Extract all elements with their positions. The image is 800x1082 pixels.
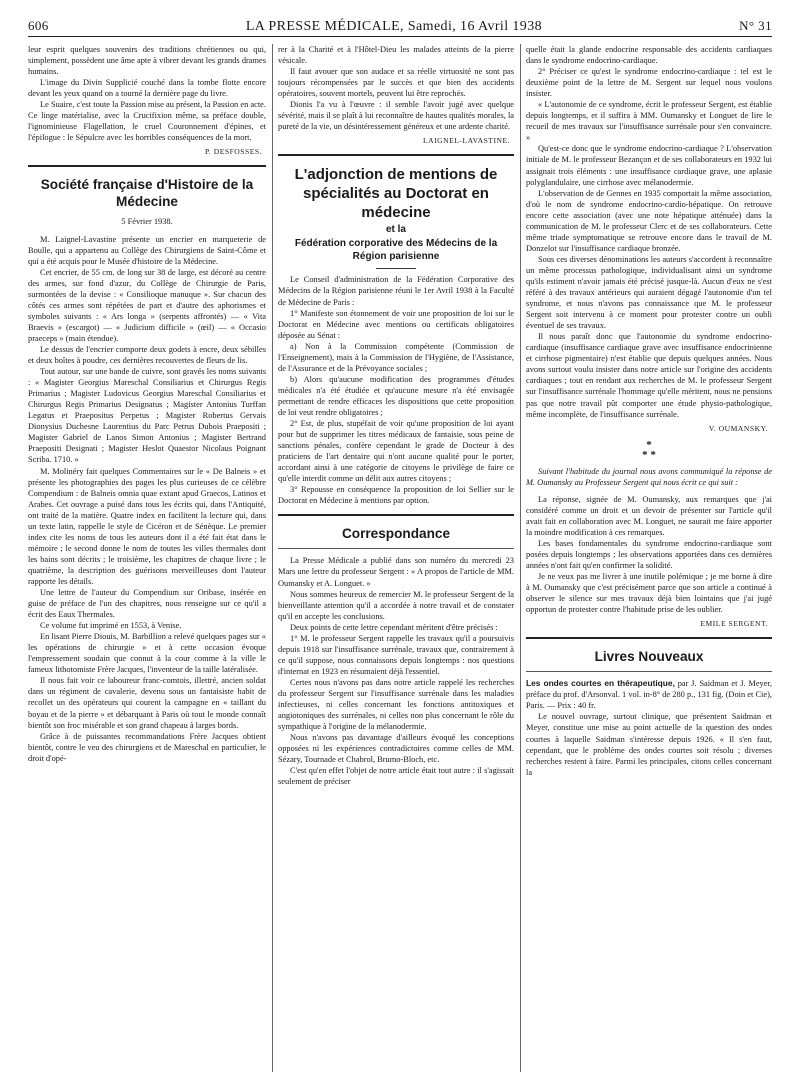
- paragraph: Il faut avouer que son audace et sa réelle virtuosité ne sont pas toujours récompensées par le succès et que bien des accidents opératoires, souvent mortels, peuvent lui être reprochés.: [278, 67, 514, 99]
- editor-note: Suivant l'habitude du journal nous avons communiqué la réponse de M. Oumansky au Professeur Sergent qui nous écrit ce qui suit :: [526, 466, 772, 487]
- paragraph: Le nouvel ouvrage, surtout clinique, que présentent Saidman et Meyer, constitue une mise au point actuelle de la question des ondes courtes à laquelle Saidman s'intéresse depuis 1926. « Il s'en faut, cependant, que le problème des ondes courtes soit résolu ; diverses recherches restent à faire. Parmi les principales, citons celles concernant la: [526, 712, 772, 777]
- paragraph: Le dessus de l'encrier comporte deux godets à encre, deux sébilles et deux boîtes à poudre, ces dernières recouvertes de fleurs de lis.: [28, 344, 266, 366]
- section-title-society: Société française d'Histoire de la Médecine: [40, 177, 254, 210]
- paragraph: Sous ces diverses dénominations les auteurs s'accordent à reconnaître un même processus pathologique, individualisant ainsi un syndrome qu'ils estiment n'avoir jamais été précisé jusque-là. Aucun d'eux ne s'est référé à des travaux antérieurs qui auraient dégagé l'autonomie d'un tel syndrome, et nous n'avons pas connaissance que M. le professeur Sergent soit intervenu à ce moment pour protester contre un oubli éventuel de ses travaux.: [526, 254, 772, 331]
- book-details: par J. Saidman et J. Meyer, préface du prof. d'Arsonval. 1 vol. in-8° de 280 p., 131 fig. (Doin et Cie), Paris. — Prix : 40 fr.: [526, 679, 772, 711]
- paragraph: Qu'est-ce donc que le syndrome endocrino-cardiaque ? L'observation initiale de M. le professeur Bezançon et de ses collaborateurs en 1932 lui assignait trois éléments : une insuffisance cardiaque grave, une aplasie polyglandulaire, une cirrhose avec mélanodermie.: [526, 144, 772, 187]
- paragraph: La réponse, signée de M. Oumansky, aux remarques que j'ai considéré comme un droit et un devoir de présenter sur l'article qu'il avait fait en collaboration avec M. Longuet, ne saurait me faire apporter la moindre modification à ces remarques.: [526, 494, 772, 537]
- paragraph: Cet encrier, de 55 cm. de long sur 38 de large, est décoré au centre des armes, sur fond d'azur, du Collège de Chirurgie de Paris, surmontées de la devise : « Consilioque manuque ». Sur chacun des côtés ces armes sont répétées de part et d'autre des aphorismes et symboles suivants : « Ars longa » (serpents affrontés) — « Vita Braevis » (escargot) — « Judicium difficile » (œil) — « Occasio praeceps » (main étendue).: [28, 267, 266, 343]
- signature: V. OUMANSKY.: [708, 423, 768, 433]
- paragraph: Nous n'avons pas davantage d'ailleurs évoqué les conceptions opposées ni les expériences contradictoires comme celles de MM. Sézary, Tournade et Chabrol, Brumo-Bloch, etc.: [278, 733, 514, 765]
- paragraph: 1° Manifeste son étonnement de voir une proposition de loi sur le Doctorat en Médecine avec mentions ou certificats obligatoires déposée au Sénat :: [278, 308, 514, 340]
- paragraph: Grâce à de puissantes recommandations Frère Jacques obtient bientôt, contre le veu des chirurgiens et de Mareschal en particulier, le droit d'opé-: [28, 731, 266, 763]
- column-divider: [272, 44, 273, 1072]
- section-rule: [28, 165, 266, 167]
- paragraph: rer à la Charité et à l'Hôtel-Dieu les malades atteints de la pierre vésicale.: [278, 45, 514, 66]
- article-subtitle: Fédération corporative des Médecins de la Région parisienne: [294, 238, 498, 263]
- paragraph: L'observation de de Gennes en 1935 comportait la même association, d'où le nom de syndrome endocrino-cardio-hépatique. On retrouve encore cette association (avec une note hépatique atténuée) dans la communication de M. le professeur Clerc et de ses collaborateurs. Cette même triade symptomatique se retrouve encore dans le travail de M. Donzelot sur l'insuffisance cardiaque bronzée.: [526, 188, 772, 253]
- signature: P. DESFOSSES.: [205, 147, 262, 157]
- article-title-connector: et la: [385, 224, 406, 236]
- paragraph: Certes nous n'avons pas dans notre article rappelé les recherches du professeur Sergent sur l'insuffisance surrénale dans les maladies infectieuses, ni celles concernant les fonctions antitoxiques et angiotoniques des surrénales, ni celles non plus concernant le rôle du sympathique à l'origine de la mélanodermie.: [278, 677, 514, 732]
- paragraph: M. Laignel-Lavastine présente un encrier en marqueterie de Boulle, qui a appartenu au Collège des Chirurgiens de Saint-Côme et qui a été acquis pour le Musée d'histoire de la Médecine.: [28, 234, 266, 266]
- book-entry: [526, 678, 772, 711]
- paragraph: La Presse Médicale a publié dans son numéro du mercredi 23 Mars une lettre du professeur Sergent : « A propos de l'article de MM. Oumansky et A. Longuet. »: [278, 556, 514, 588]
- column-middle: [278, 44, 514, 1074]
- paragraph: quelle était la glande endocrine responsable des accidents cardiaques dans le syndrome endocrino-cardiaque.: [526, 45, 772, 66]
- paragraph: b) Alors qu'aucune modification des programmes d'études médicales n'a été étudiée et qu'aucune mesure n'a été envisagée permettant de rendre efficaces les dispositions que cette proposition de loi veut rendre obligatoires ;: [278, 374, 514, 417]
- paragraph: En lisant Pierre Diouis, M. Barbillion a relevé quelques pages sur « les opérations de chirurgie » et à cette occasion évoque l'empressement soudain que connut à la cour comme à la ville le fameux lithotomiste Frère Jacques, l'inventeur de la taille latéralisée.: [28, 632, 266, 675]
- paragraph: « L'autonomie de ce syndrome, écrit le professeur Sergent, est établie depuis longtemps, et il suffira à MM. Oumansky et Longuet de lire le recueil de mes travaux sur l'insuffisance surrénale pour s'en convaincre. »: [526, 100, 772, 143]
- paragraph: 2° Préciser ce qu'est le syndrome endocrino-cardiaque : tel est le deuxième point de la lettre de M. Sergent sur lequel nous voulons insister.: [526, 67, 772, 99]
- paragraph: Les bases fondamentales du syndrome endocrino-cardiaque sont posées depuis longtemps ; les observations apportées dans ces dernières années n'ont fait qu'en confirmer la solidité.: [526, 538, 772, 571]
- paragraph: C'est qu'en effet l'objet de notre article était tout autre : il s'agissait seulement de préciser: [278, 766, 514, 787]
- paragraph: leur esprit quelques souvenirs des traditions chrétiennes ou qui, simplement, possèdent une âme apte à vibrer devant les grands drames humains.: [28, 45, 266, 77]
- section-rule: [278, 548, 514, 549]
- paragraph: Ce volume fut imprimé en 1553, à Venise.: [40, 621, 182, 631]
- paragraph: Il nous fait voir ce laboureur franc-comtois, illettré, ancien soldat dans un régiment de cavalerie, devenu sous un fantaisiste habit de recollet un des opérateurs qui courent la campagne en « taillant du boyau et de la pierre » et débarquant à Paris où tout le monde connaît bientôt son froc misérable et son grand chapeau à larges bords.: [28, 676, 266, 730]
- paragraph: Dionis l'a vu à l'œuvre : il semble l'avoir jugé avec quelque sévérité, mais il se plaît à lui reconnaître de hautes qualités morales, la pureté de la vie, un désintéressement généreux et une ardente charité.: [278, 100, 514, 132]
- section-rule: [278, 514, 514, 516]
- paragraph: 1° M. le professeur Sergent rappelle les travaux qu'il a poursuivis depuis 1918 sur l'insuffisance surrénale, travaux que, contrairement à ce qu'il suppose, nous connaissons depuis longtemps : nos questions d'internat en 1923 en résumaient déjà l'essentiel.: [278, 633, 514, 676]
- paragraph: Tout autour, sur une bande de cuivre, sont gravés les noms suivants : « Magister Georgius Mareschal Consiliarius et Chirurgus Regis Primarius ; Magister Ludovicus Georgius Mareschal Consiliarius et Chirurgus Regis Primarius Designatus ; Magister Antonius Turffan Legatus et Praepositus Perpetus ; Magister Robertus Gervais Dionysius Duchesne Laurentius du Parc Petrus Dubois Praepositi ; Magister Gabriel de Lanos Simon Antonius ; Magister Bertrand Praepositi Designati ; Magister Heslot Quaestor Nicolaus Poignant Scriba. 1710. »: [28, 367, 266, 465]
- book-title: Les ondes courtes en thérapeutique,: [526, 678, 675, 689]
- paragraph: Le Conseil d'administration de la Fédération Corporative des Médecins de la Région parisienne réuni le 1er Avril 1938 à la Faculté de Médecine de Paris :: [278, 275, 514, 307]
- paragraph: 2° Est, de plus, stupéfait de voir qu'une proposition de loi ayant pour but de supprimer les titres médicaux de fantaisie, sous peine de sanctions pénales, confère cependant le grade de Docteur à des praticiens de l'art dentaire qui n'ont aucune qualité pour le porter, accordant ainsi à une catégorie de citoyens le privilège de faire ce qu'elle interdit comme un délit aux autres citoyens ;: [278, 419, 514, 484]
- meeting-date: 5 Février 1938.: [121, 217, 173, 227]
- journal-title: LA PRESSE MÉDICALE, Samedi, 16 Avril 1938: [245, 19, 542, 34]
- separator-stars: * * *: [642, 438, 656, 461]
- paragraph: a) Non à la Commission compétente (Commission de l'Enseignement), mais à la Commission de l'Hygiène, de l'Assistance, de l'Assurance et de la Prévoyance sociales ;: [278, 341, 514, 373]
- column-left: [28, 44, 266, 1074]
- signature: EMILE SERGENT.: [700, 619, 768, 629]
- signature: LAIGNEL-LAVASTINE.: [423, 136, 510, 146]
- section-rule: [278, 154, 514, 156]
- paragraph: M. Molinéry fait quelques Commentaires sur le « De Balneis » et présente les photographies des pages les plus curieuses de ce célèbre Compendium : de Balneis omnia quae extant apud Graecos, Latinos et Arabes. Cet ouvrage a puisé dans tous les écrits qui, dans l'Antiquité, ont traité de la matière. Quatre index en facilitent la lecture qui, dans un texte latin, rappelle le style de Cicéron et de Sénèque. Le premier index cite les noms de tous les auteurs dont il a été fait état dans le mémoire ; le second donne le nom de toutes les villes thermales dont les bains sont décrits ; le troisième, les chapitres de chaque livre ; le quatrième, la description des guérisons merveilleuses dont l'auteur rapporte les détails.: [28, 466, 266, 586]
- section-title-books: Livres Nouveaux: [594, 649, 704, 665]
- paragraph: Il nous paraît donc que l'autonomie du syndrome endocrino-cardiaque (insuffisance cardiaque grave avec insuffisance endocrinienne et cirrhose pigmentaire) n'est établie que depuis quelques années. Nous avons surtout voulu insister dans notre article sur l'origine des accidents cardiaques ; tout en rendant aux recherches de M. le professeur Sergent sur l'insuffisance surrénale l'hommage qu'elle méritent, nous ne pensions pas que notre travail pût comporter une étude physio-pathologique, même incomplète, de l'insuffisance surrénale.: [526, 332, 772, 419]
- paragraph: Le Suaire, c'est toute la Passion mise au présent, la Passion en acte. Ce linge matérialise, avec la Crucifixion même, sa préface double, l'ignominieuse Flagellation, le cruel Couronnement d'épines, et l'épilogue : le Sépulcre avec les horribles conséquences de la mort.: [28, 100, 266, 143]
- paragraph: Je ne veux pas me livrer à une inutile polémique ; je me borne à dire à M. Oumansky que c'est précisément parce que son article a continué à observer le silence sur mes travaux déjà bien lointains que j'ai jugé opportun de protester contre l'habitude prise de les oublier.: [526, 572, 772, 615]
- paragraph: L'image du Divin Supplicié couché dans la tombe flotte encore devant les yeux quand on a tourné la dernière page du livre.: [28, 78, 266, 99]
- page-number: 606: [28, 18, 49, 33]
- article-title: L'adjonction de mentions de spécialités au Doctorat en médecine: [294, 166, 498, 222]
- paragraph: Deux points de cette lettre cependant méritent d'être précisés :: [290, 622, 498, 632]
- paragraph: Nous sommes heureux de remercier M. le professeur Sergent de la bienveillante attention qu'il a accordée à notre travail et de constater qu'il en accepte les conclusions.: [278, 589, 514, 621]
- title-rule: [376, 268, 416, 269]
- section-rule: [526, 671, 772, 672]
- issue-number: N° 31: [739, 18, 772, 33]
- section-rule: [526, 637, 772, 639]
- paragraph: 3° Repousse en conséquence la proposition de loi Sellier sur le Doctorat en Médecine à mentions par option.: [278, 485, 514, 506]
- column-divider: [520, 44, 521, 1072]
- running-header: [28, 18, 772, 37]
- section-title-correspondance: Correspondance: [341, 526, 451, 542]
- column-right: [526, 44, 772, 1074]
- paragraph: Une lettre de l'auteur du Compendium sur Oribase, insérée en guise de préface de l'un des chapitres, nous renseigne sur ce qu'il a écrit des Eaux Thermales.: [28, 588, 266, 620]
